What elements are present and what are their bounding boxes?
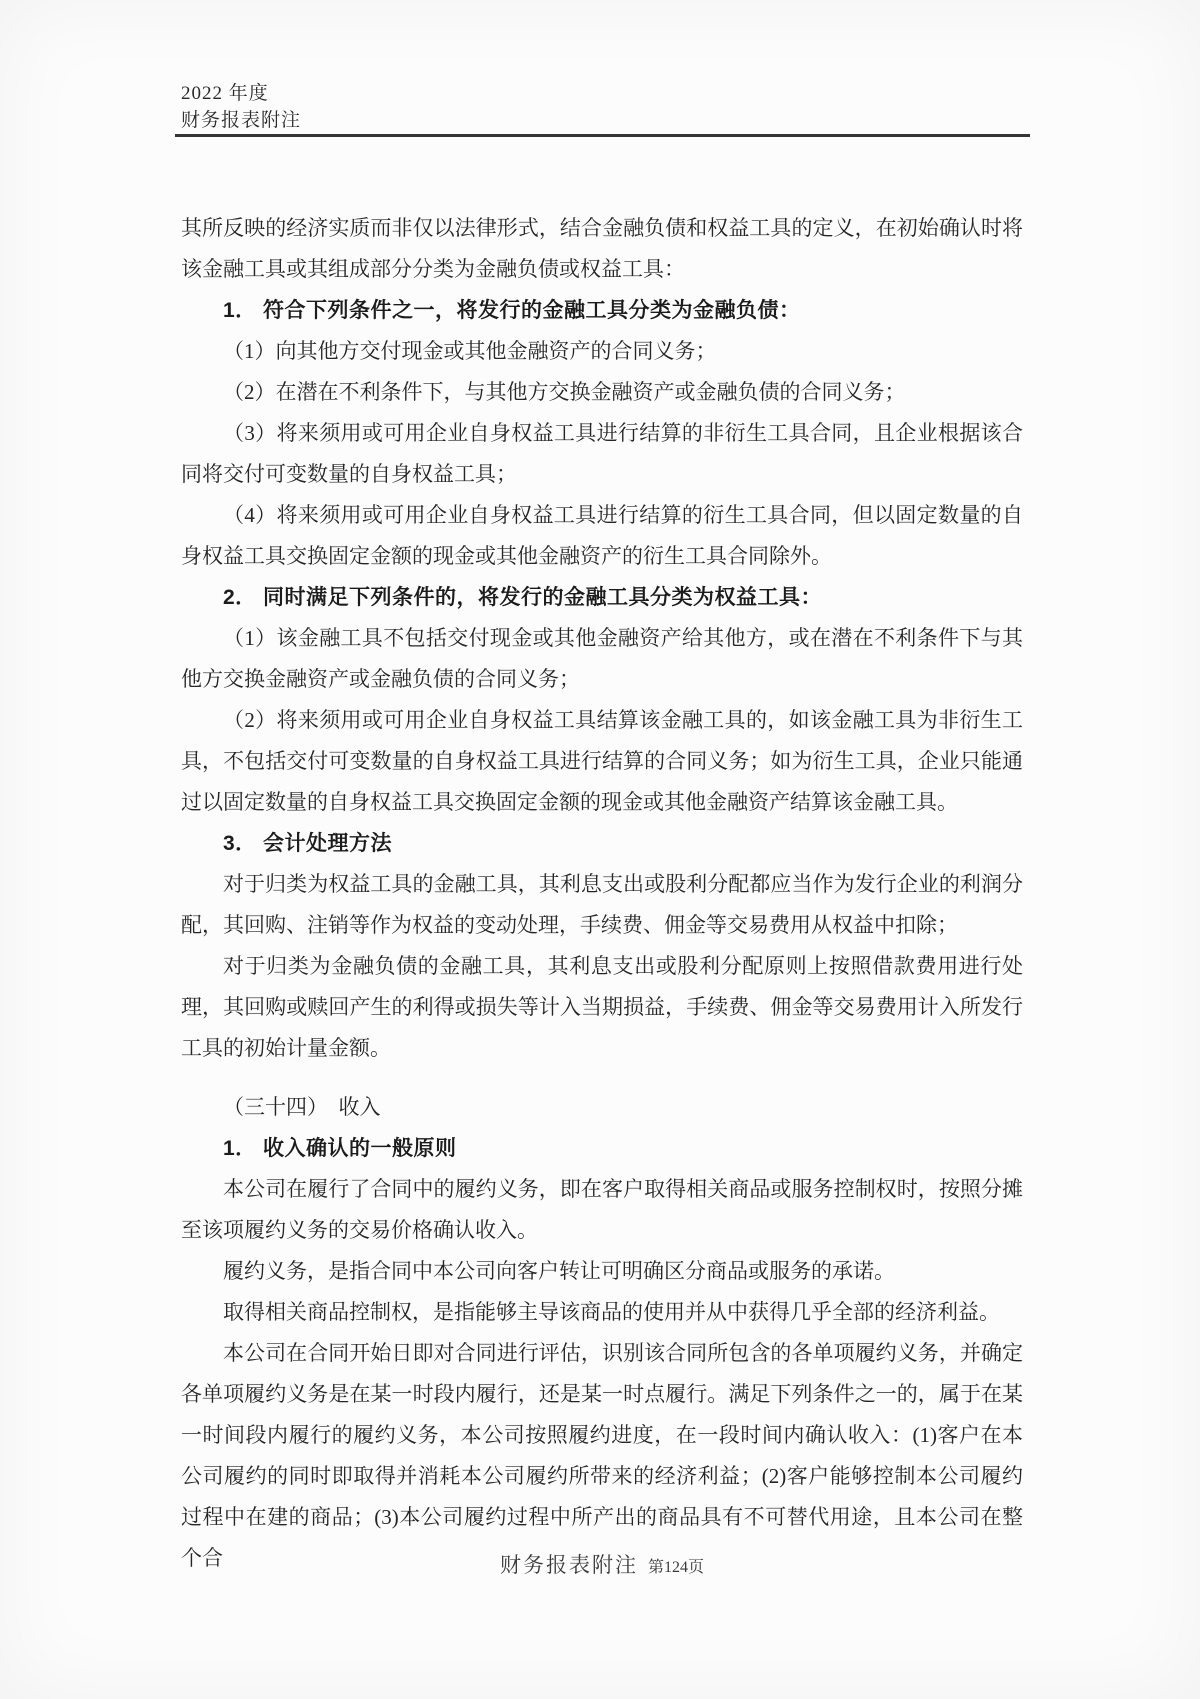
header-divider: [175, 134, 1030, 137]
footer-page-number: 第124页: [647, 1559, 704, 1576]
body-heading: 2． 同时满足下列条件的，将发行的金融工具分类为权益工具：: [223, 586, 823, 609]
body-paragraph: 对于归类为权益工具的金融工具，其利息支出或股利分配都应当作为发行企业的利润分配，其回购、注销等作为权益的变动处理，手续费、佣金等交易费用从权益中扣除；: [181, 872, 1023, 937]
body-heading: 1． 收入确认的一般原则: [223, 1137, 457, 1160]
body-paragraph: （2）将来须用或可用企业自身权益工具结算该金融工具的，如该金融工具为非衍生工具，不包括交付可变数量的自身权益工具进行结算的合同义务；如为衍生工具，企业只能通过以固定数量的自身权益工具交换固定金额的现金或其他金融资产结算该金融工具。: [181, 708, 1023, 814]
body-paragraph: （3）将来须用或可用企业自身权益工具进行结算的非衍生工具合同，且企业根据该合同将交付可变数量的自身权益工具；: [181, 421, 1023, 486]
body-heading: 1． 符合下列条件之一，将发行的金融工具分类为金融负债：: [223, 299, 801, 322]
body-paragraph: 本公司在履行了合同中的履约义务，即在客户取得相关商品或服务控制权时，按照分摊至该项履约义务的交易价格确认收入。: [181, 1177, 1023, 1242]
body-heading: 3． 会计处理方法: [223, 832, 393, 855]
body-paragraphs: [181, 208, 1023, 1579]
body-paragraph: 对于归类为金融负债的金融工具，其利息支出或股利分配原则上按照借款费用进行处理，其回购或赎回产生的利得或损失等计入当期损益，手续费、佣金等交易费用计入所发行工具的初始计量金额。: [181, 954, 1023, 1060]
header-year: 2022 年度: [181, 83, 269, 104]
body-paragraph: 本公司在合同开始日即对合同进行评估，识别该合同所包含的各单项履约义务，并确定各单项履约义务是在某一时段内履行，还是某一时点履行。满足下列条件之一的，属于在某一时间段内履行的履约义务，本公司按照履约进度，在一段时间内确认收入：(1)客户在本公司履约的同时即取得并消耗本公司履约所带来的经济利益；(2)客户能够控制本公司履约过程中在建的商品；(3)本公司履约过程中所产出的商品具有不可替代用途，且本公司在整个合: [181, 1341, 1023, 1570]
footer-title: 财务报表附注: [499, 1553, 638, 1577]
header-doc-title: 财务报表附注: [181, 110, 302, 131]
body-paragraph: （1）向其他方交付现金或其他金融资产的合同义务；: [223, 339, 717, 363]
page-header: [181, 80, 301, 134]
body-paragraph: 履约义务，是指合同中本公司向客户转让可明确区分商品或服务的承诺。: [223, 1259, 895, 1283]
body-paragraph: 其所反映的经济实质而非仅以法律形式，结合金融负债和权益工具的定义，在初始确认时将该金融工具或其组成部分分类为金融负债或权益工具：: [181, 216, 1023, 281]
body-paragraph: （1）该金融工具不包括交付现金或其他金融资产给其他方，或在潜在不利条件下与其他方交换金融资产或金融负债的合同义务；: [181, 626, 1023, 691]
body-paragraph: （2）在潜在不利条件下，与其他方交换金融资产或金融负债的合同义务；: [223, 380, 906, 404]
page-footer: [181, 1549, 1023, 1579]
body-paragraph: 取得相关商品控制权，是指能够主导该商品的使用并从中获得几乎全部的经济利益。: [223, 1300, 1000, 1324]
body-paragraph: （4）将来须用或可用企业自身权益工具进行结算的衍生工具合同，但以固定数量的自身权益工具交换固定金额的现金或其他金融资产的衍生工具合同除外。: [181, 503, 1023, 568]
section-heading: （三十四） 收入: [223, 1095, 381, 1119]
